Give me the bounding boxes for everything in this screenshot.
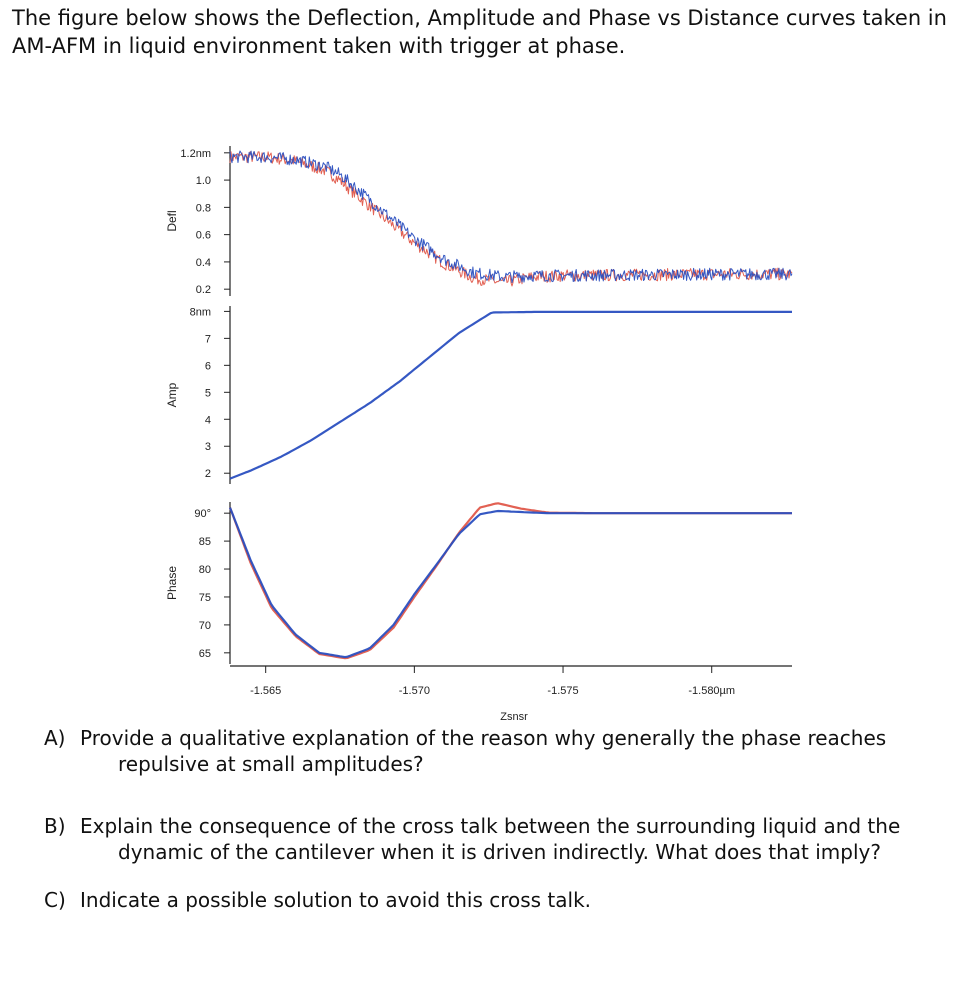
- question-letter: A): [44, 726, 66, 750]
- x-tick-label: -1.580µm: [688, 685, 736, 697]
- series-line-deflection: [230, 152, 792, 286]
- question-text: Explain the consequence of the cross talk between the surrounding liquid and the: [80, 814, 901, 838]
- x-axis-label: Zsnsr: [500, 711, 528, 723]
- series-line-amplitude: [230, 312, 792, 479]
- y-tick-label-phase: 80: [198, 564, 211, 577]
- series-layer: [230, 151, 792, 658]
- y-tick-label-phase: 65: [198, 647, 211, 660]
- y-tick-label-deflection: 1.2nm: [180, 147, 211, 160]
- question-text: Indicate a possible solution to avoid this cross talk.: [80, 888, 592, 912]
- y-tick-label-amplitude: 4: [204, 414, 211, 427]
- x-tick-label: -1.565: [250, 685, 282, 697]
- y-tick-label-deflection: 0.4: [195, 256, 211, 269]
- question-b: [44, 813, 944, 865]
- question-text-continued: dynamic of the cantilever when it is driven indirectly. What does that imply?: [118, 840, 881, 864]
- y-axis-label-deflection: Defl: [165, 210, 179, 232]
- question-c: [44, 887, 944, 913]
- intro-paragraph: The figure below shows the Deflection, Amplitude and Phase vs Distance curves taken in AM-AFM in liquid environment taken with trigger at phase.: [12, 6, 947, 58]
- question-text: Provide a qualitative explanation of the reason why generally the phase reaches: [80, 726, 887, 750]
- y-axis-label-phase: Phase: [165, 565, 179, 601]
- series-line-phase: [230, 503, 792, 658]
- y-tick-label-amplitude: 5: [204, 387, 211, 400]
- y-tick-label-deflection: 0.8: [195, 202, 211, 215]
- y-tick-label-phase: 85: [198, 536, 211, 549]
- x-tick-label: -1.570: [398, 685, 430, 697]
- y-tick-label-amplitude: 7: [204, 333, 211, 346]
- y-axis-label-amplitude: Amp: [165, 382, 179, 408]
- y-tick-label-phase: 75: [198, 591, 211, 604]
- y-tick-label-deflection: 0.6: [195, 229, 211, 242]
- question-a: [44, 725, 944, 777]
- y-tick-label-deflection: 1.0: [195, 175, 211, 188]
- y-tick-label-phase: 90°: [194, 508, 211, 521]
- axes-layer: [165, 146, 792, 723]
- y-tick-label-amplitude: 6: [204, 360, 211, 373]
- y-tick-label-phase: 70: [198, 619, 211, 632]
- y-tick-label-deflection: 0.2: [195, 284, 211, 297]
- question-letter: B): [44, 814, 66, 838]
- y-tick-label-amplitude: 3: [204, 441, 211, 454]
- y-tick-label-amplitude: 8nm: [189, 306, 211, 319]
- series-line-phase: [230, 508, 792, 657]
- question-text-continued: repulsive at small amplitudes?: [118, 752, 424, 776]
- question-letter: C): [44, 888, 66, 912]
- y-tick-label-amplitude: 2: [204, 468, 211, 481]
- x-tick-label: -1.575: [547, 685, 579, 697]
